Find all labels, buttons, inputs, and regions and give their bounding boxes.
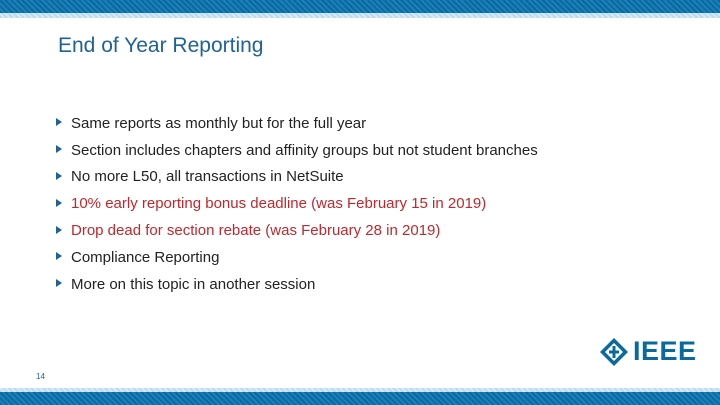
bullet-item bbox=[56, 164, 538, 191]
page-number: 14 bbox=[36, 372, 45, 381]
bullet-list bbox=[56, 110, 538, 298]
ieee-logo-text: IEEE bbox=[633, 336, 697, 366]
triangle-bullet-icon bbox=[56, 252, 62, 260]
triangle-bullet-icon bbox=[56, 145, 62, 153]
bullet-text: Same reports as monthly but for the full year bbox=[71, 114, 367, 132]
ieee-diamond-icon bbox=[599, 337, 629, 367]
top-decorative-band bbox=[0, 0, 720, 13]
bullet-text: No more L50, all transactions in NetSuite bbox=[71, 168, 344, 186]
top-decorative-band-light bbox=[0, 13, 720, 18]
bottom-decorative-band bbox=[0, 392, 720, 405]
bullet-item bbox=[56, 244, 538, 271]
bullet-item bbox=[56, 110, 538, 137]
triangle-bullet-icon bbox=[56, 172, 62, 180]
ieee-logo bbox=[599, 336, 697, 367]
triangle-bullet-icon bbox=[56, 226, 62, 234]
bullet-item bbox=[56, 137, 538, 164]
triangle-bullet-icon bbox=[56, 118, 62, 126]
bullet-text: More on this topic in another session bbox=[71, 275, 316, 293]
bullet-text: Compliance Reporting bbox=[71, 248, 220, 266]
bullet-item-highlighted bbox=[56, 190, 538, 217]
bullet-item-highlighted bbox=[56, 217, 538, 244]
bullet-text: Drop dead for section rebate (was February 28 in 2019) bbox=[71, 222, 441, 240]
triangle-bullet-icon bbox=[56, 279, 62, 287]
triangle-bullet-icon bbox=[56, 199, 62, 207]
slide-title: End of Year Reporting bbox=[58, 34, 264, 57]
bullet-item bbox=[56, 271, 538, 298]
bullet-text: 10% early reporting bonus deadline (was February 15 in 2019) bbox=[71, 195, 487, 213]
bullet-text: Section includes chapters and affinity groups but not student branches bbox=[71, 141, 538, 159]
